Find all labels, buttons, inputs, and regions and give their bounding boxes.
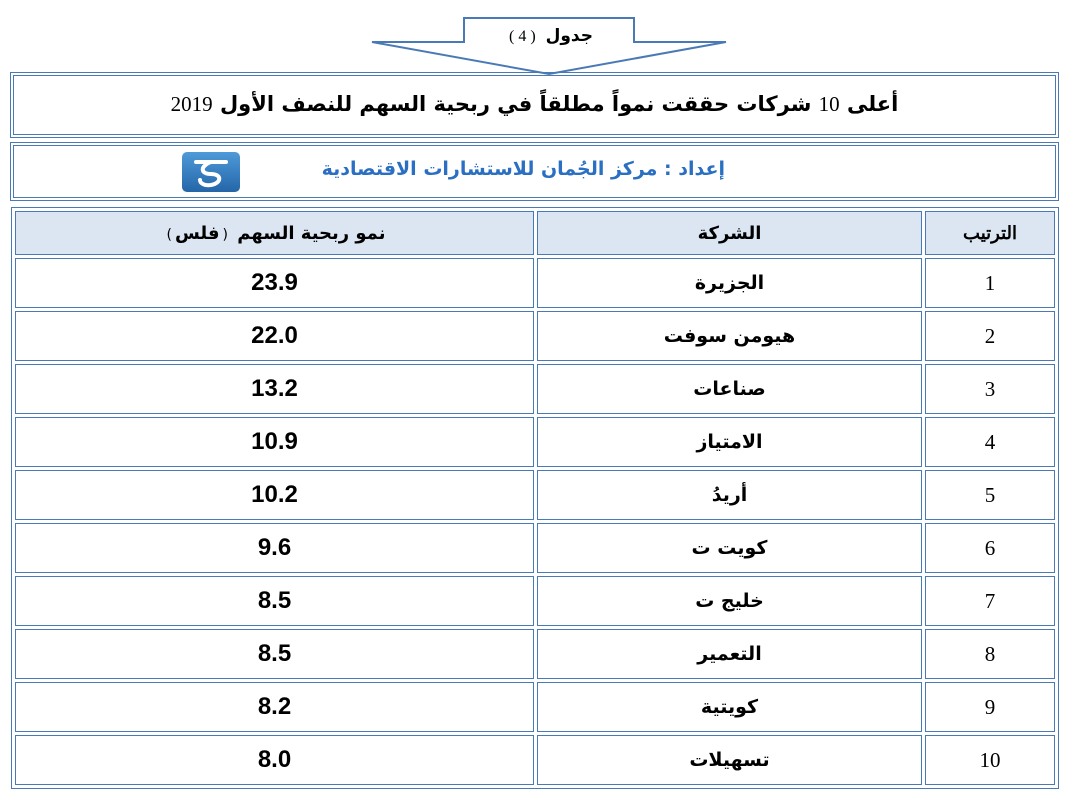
row-value: 10.2 [15,470,534,520]
row-company: التعمير [537,629,922,679]
table-word: جدول [545,26,593,46]
title-year: 2019 [170,92,213,116]
row-value: 8.0 [15,735,534,785]
table-row [15,682,1055,732]
header-rank: الترتيب [925,211,1055,255]
row-rank: 4 [925,417,1055,467]
title-part-1: أعلى [846,92,899,116]
row-rank: 2 [925,311,1055,361]
logo-mark-icon [182,152,240,192]
table-number: 4 [518,28,527,45]
row-rank: 8 [925,629,1055,679]
row-company: الامتياز [537,417,922,467]
row-rank: 5 [925,470,1055,520]
row-rank: 9 [925,682,1055,732]
row-company: كويتية [537,682,922,732]
row-rank: 6 [925,523,1055,573]
row-value: 10.9 [15,417,534,467]
row-company: هيومن سوفت [537,311,922,361]
row-rank: 7 [925,576,1055,626]
header-growth-unit: فلس [174,222,220,244]
row-value: 22.0 [15,311,534,361]
title-box [13,75,1056,135]
row-rank: 10 [925,735,1055,785]
table-row [15,311,1055,361]
row-company: كويت ت [537,523,922,573]
rankings-table [11,207,1059,789]
table-row [15,629,1055,679]
row-value: 23.9 [15,258,534,308]
table-row [15,417,1055,467]
table-number-label: جدول ( 4 ) [509,26,593,46]
company-logo [182,152,240,192]
row-value: 8.5 [15,629,534,679]
header-company: الشركة [537,211,922,255]
title-count: 10 [818,92,840,116]
table-row [15,576,1055,626]
title-part-2: شركات حققت نمواً مطلقاً في ربحية السهم للنصف الأول [219,92,812,116]
row-company: تسهيلات [537,735,922,785]
row-value: 8.2 [15,682,534,732]
table-row [15,470,1055,520]
row-company: أريدُ [537,470,922,520]
row-company: الجزيرة [537,258,922,308]
table-row [15,364,1055,414]
header-growth: نمو ربحية السهم (فلس) [15,211,534,255]
header-growth-label: نمو ربحية السهم [237,222,386,244]
row-rank: 3 [925,364,1055,414]
table-row [15,523,1055,573]
table-row [15,735,1055,785]
row-company: صناعات [537,364,922,414]
row-value: 13.2 [15,364,534,414]
prepared-by-box [13,145,1056,198]
row-rank: 1 [925,258,1055,308]
table-row [15,258,1055,308]
row-value: 9.6 [15,523,534,573]
table-header-row [15,211,1055,255]
prepared-by-text: إعداد : مركز الجُمان للاستشارات الاقتصادية [321,158,725,180]
row-company: خليج ت [537,576,922,626]
table-number-arrow [368,16,730,76]
row-value: 8.5 [15,576,534,626]
page-title [14,76,1055,133]
down-arrow-shape [368,16,730,76]
